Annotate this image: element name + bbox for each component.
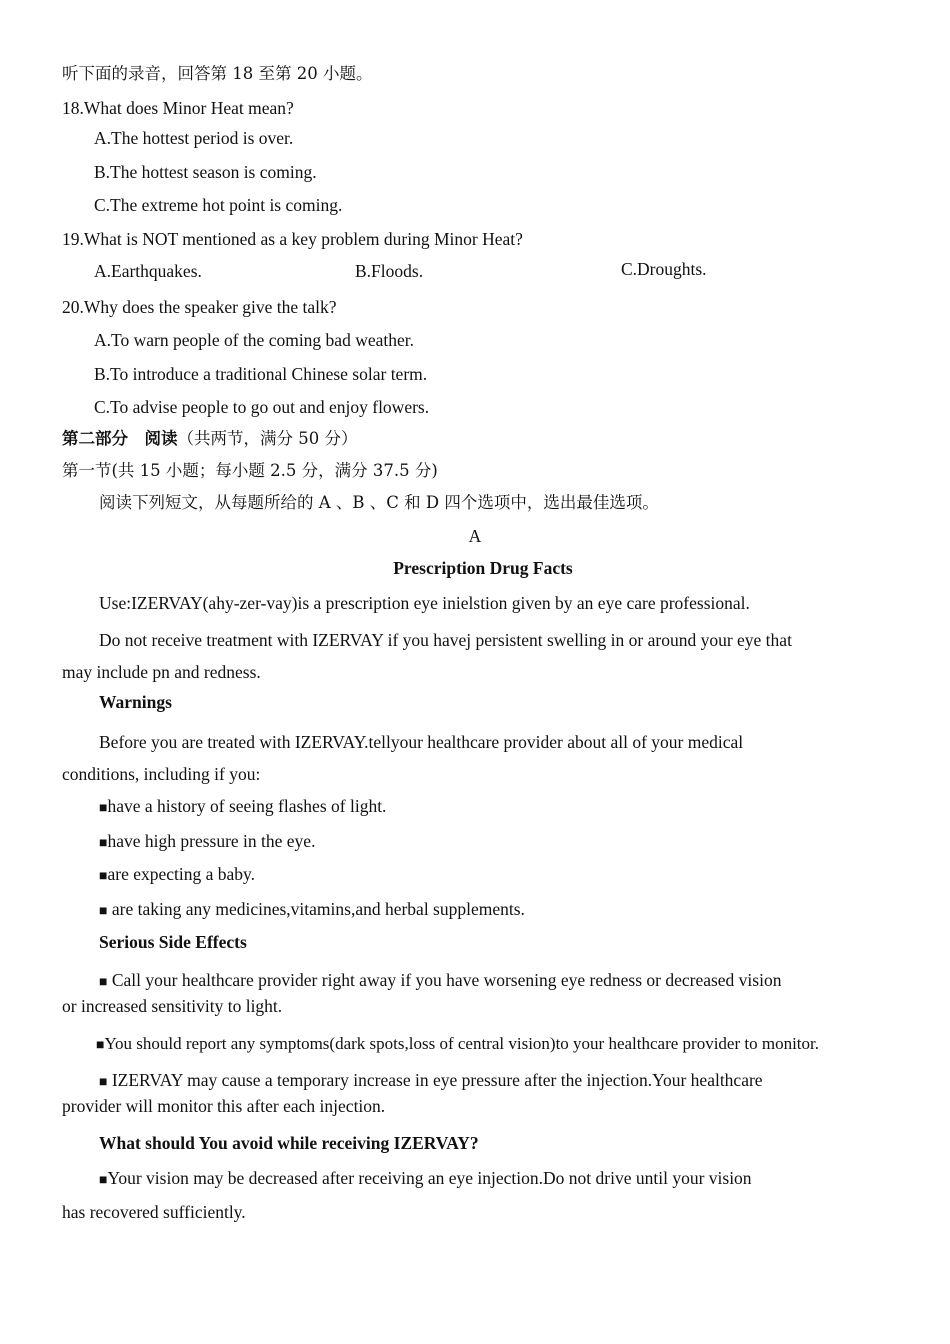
square-bullet-icon: ■: [96, 1038, 105, 1053]
use-line: Use:IZERVAY(ahy-zer-vay)is a prescription eye inielstion given by an eye care professional.: [99, 593, 750, 613]
square-bullet-icon: ■: [99, 1075, 108, 1090]
square-bullet-icon: ■: [99, 975, 108, 990]
question-19-option-c: C.Droughts.: [621, 259, 707, 279]
square-bullet-icon: ■: [99, 1173, 108, 1188]
passage-letter: A: [468, 526, 482, 546]
listening-intro: 听下面的录音，回答第 18 至第 20 小题。: [62, 64, 373, 83]
square-bullet-icon: ■: [99, 836, 108, 851]
avoid-line-2: has recovered sufficiently.: [62, 1202, 246, 1222]
warning-item: ■have high pressure in the eye.: [99, 831, 316, 851]
warnings-title: Warnings: [99, 692, 172, 712]
part2-subsection: 第一节(共 15 小题；每小题 2.5 分，满分 37.5 分): [62, 461, 438, 480]
side-effect-3a: ■ IZERVAY may cause a temporary increase in eye pressure after the injection.Your healthcare: [99, 1070, 763, 1090]
side-effects-title: Serious Side Effects: [99, 932, 247, 952]
question-18-stem: 18.What does Minor Heat mean?: [62, 98, 294, 118]
part2-heading: [62, 429, 358, 449]
warning-item: ■ are taking any medicines,vitamins,and herbal supplements.: [99, 899, 525, 919]
passage-title: Prescription Drug Facts: [393, 558, 573, 578]
square-bullet-icon: ■: [99, 869, 108, 884]
warnings-intro-1: Before you are treated with IZERVAY.tellyour healthcare provider about all of your medical: [99, 732, 744, 752]
avoid-title: What should You avoid while receiving IZERVAY?: [99, 1133, 479, 1153]
warning-item: ■are expecting a baby.: [99, 864, 256, 884]
question-20-option-b: B.To introduce a traditional Chinese solar term.: [94, 364, 428, 384]
side-effect-1a: ■ Call your healthcare provider right away if you have worsening eye redness or decreased vision: [99, 970, 782, 990]
question-19-option-a: A.Earthquakes.: [94, 261, 202, 281]
side-effect-1b: or increased sensitivity to light.: [62, 996, 283, 1016]
question-20-option-a: A.To warn people of the coming bad weather.: [94, 330, 414, 350]
side-effect-2: ■You should report any symptoms(dark spots,loss of central vision)to your healthcare provider to monitor.: [96, 1034, 819, 1053]
donot-line-1: Do not receive treatment with IZERVAY if you havej persistent swelling in or around your eye that: [99, 630, 792, 650]
part2-instruction: 阅读下列短文，从每题所给的 A 、B 、C 和 D 四个选项中，选出最佳选项。: [99, 493, 659, 512]
question-19-option-b: B.Floods.: [355, 261, 424, 281]
question-18-option-a: A.The hottest period is over.: [94, 128, 294, 148]
part2-heading-bold: 第二部分 阅读: [62, 429, 178, 448]
question-20-stem: 20.Why does the speaker give the talk?: [62, 297, 337, 317]
square-bullet-icon: ■: [99, 801, 108, 816]
donot-line-2: may include pn and redness.: [62, 662, 261, 682]
side-effect-3b: provider will monitor this after each injection.: [62, 1096, 386, 1116]
part2-heading-rest: （共两节，满分 50 分）: [177, 429, 358, 448]
question-20-option-c: C.To advise people to go out and enjoy flowers.: [94, 397, 430, 417]
question-18-option-b: B.The hottest season is coming.: [94, 162, 317, 182]
question-18-option-c: C.The extreme hot point is coming.: [94, 195, 343, 215]
square-bullet-icon: ■: [99, 904, 108, 919]
question-19-stem: 19.What is NOT mentioned as a key problem during Minor Heat?: [62, 229, 523, 249]
warnings-intro-2: conditions, including if you:: [62, 764, 261, 784]
warning-item: ■have a history of seeing flashes of light.: [99, 796, 387, 816]
avoid-line-1: ■Your vision may be decreased after receiving an eye injection.Do not drive until your vision: [99, 1168, 752, 1188]
